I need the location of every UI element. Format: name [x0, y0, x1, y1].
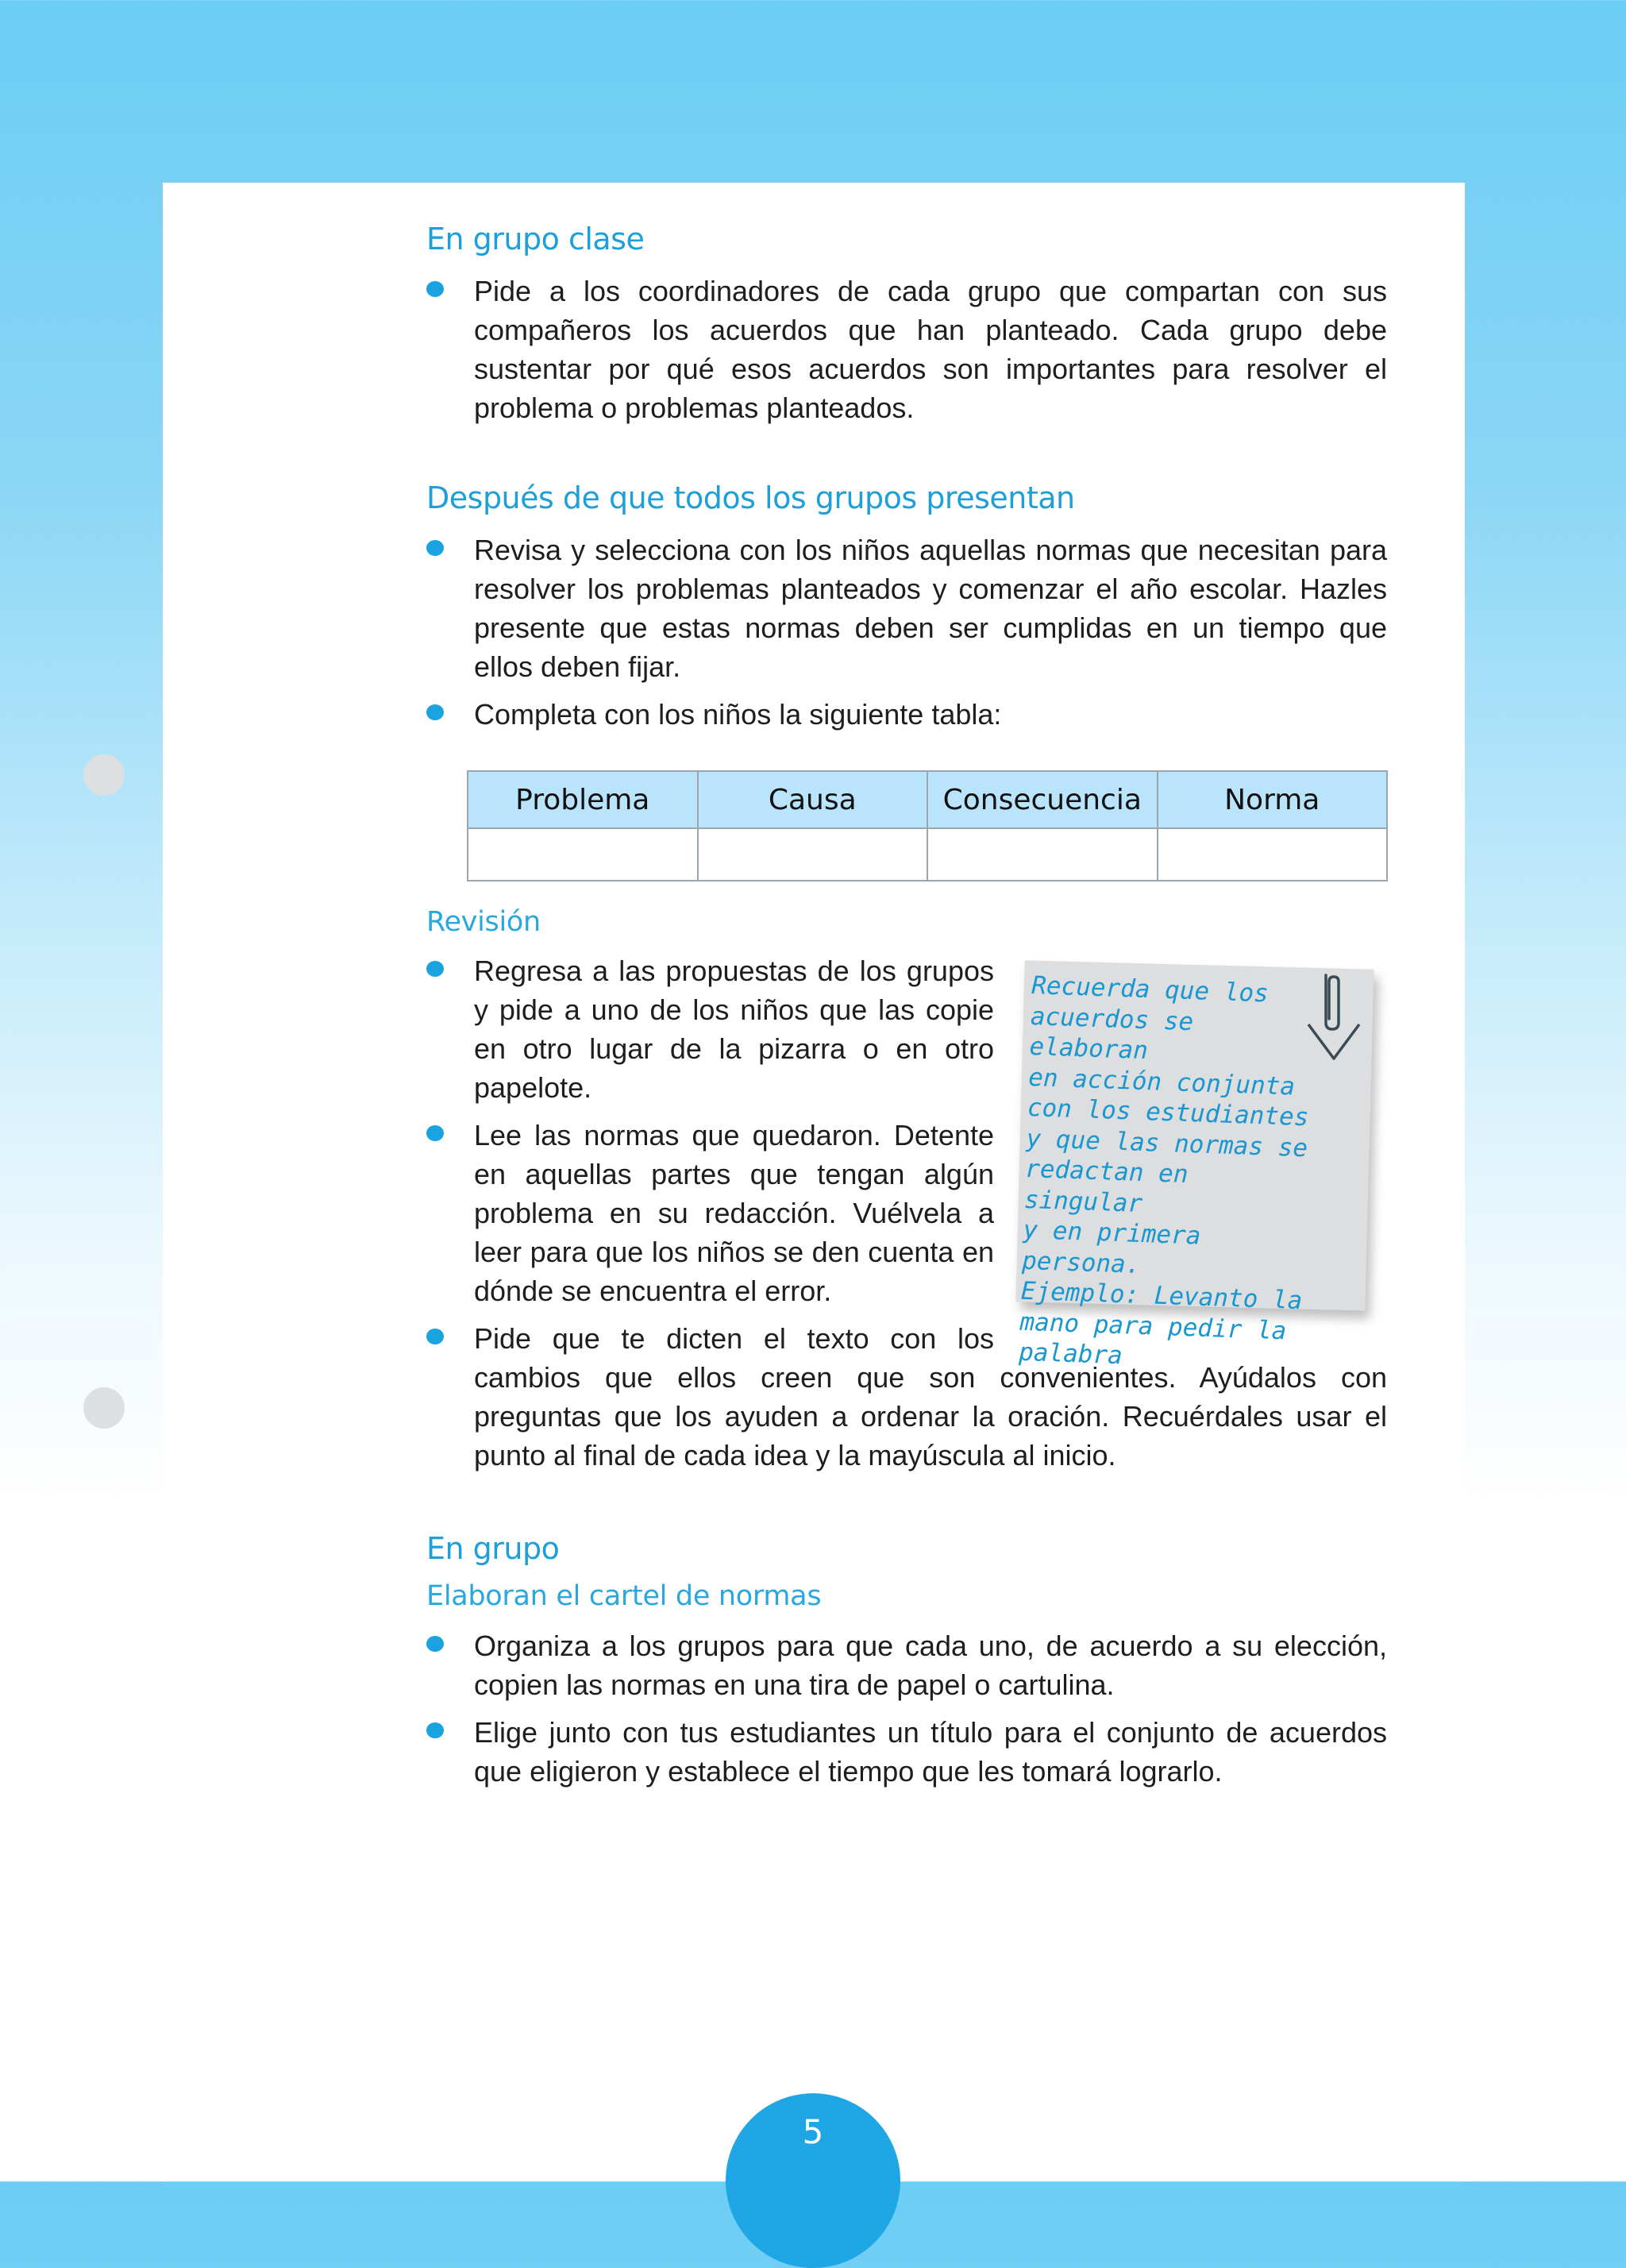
bullet-icon	[426, 704, 444, 720]
bullet-icon	[426, 1125, 444, 1141]
table-header-norma: Norma	[1158, 771, 1388, 828]
table-header-consecuencia: Consecuencia	[927, 771, 1158, 828]
table-cell[interactable]	[468, 828, 698, 881]
list-item-text: Organiza a los grupos para que cada uno, de acuerdo a su elección, copien las normas en una tira de papel o cartulina.	[474, 1630, 1387, 1701]
list-item-text: Pide a los coordinadores de cada grupo que compartan con sus compañeros los acuerdos que han planteado. Cada grupo debe sustentar por qué esos acuerdos son importantes para resolver el problema o problemas planteados.	[474, 275, 1387, 424]
bullet-icon	[426, 1329, 444, 1344]
section-subheading-cartel: Elaboran el cartel de normas	[426, 1580, 822, 1612]
binder-hole	[83, 1387, 125, 1429]
table-cell[interactable]	[1158, 828, 1388, 881]
list-item-text: Elige junto con tus estudiantes un título para el conjunto de acuerdos que eligieron y establece el tiempo que les tomará lograrlo.	[474, 1716, 1387, 1788]
norms-table	[467, 770, 1388, 881]
list-item-text: Revisa y selecciona con los niños aquellas normas que necesitan para resolver los problemas planteados y comenzar el año escolar. Hazles presente que estas normas deben ser cumplidas en un tiempo que ellos deben fijar.	[474, 534, 1387, 683]
table-header-problema: Problema	[468, 771, 698, 828]
section-heading-en-grupo: En grupo	[426, 1531, 560, 1566]
paperclip-icon	[1302, 967, 1366, 1070]
table-row	[468, 828, 1387, 881]
table-header-causa: Causa	[698, 771, 928, 828]
list-item-text: Completa con los niños la siguiente tabla:	[474, 698, 1002, 731]
bullet-icon	[426, 961, 444, 977]
list-item-text: cambios que ellos creen que son convenientes. Ayúdalos con preguntas que los ayuden a ordenar la oración. Recuérdales usar el punto al final de cada idea y la mayúscula al inicio.	[474, 1361, 1387, 1472]
section-heading-despues: Después de que todos los grupos presentan	[426, 480, 1075, 515]
section-heading-grupo-clase: En grupo clase	[426, 222, 645, 256]
page-number: 5	[802, 2112, 824, 2151]
table-cell[interactable]	[927, 828, 1158, 881]
reminder-note-text: Recuerda que los acuerdos se elaboran en acción conjunta con los estudiantes y que las normas se redactan en singular y en primera persona. Ejemplo: Levanto la mano para pedir la palabra	[1018, 970, 1309, 1371]
list-item-text: Pide que te dicten el texto con los	[474, 1322, 994, 1355]
table-cell[interactable]	[698, 828, 928, 881]
list-item-text: Lee las normas que quedaron. Detente en aquellas partes que tengan algún problema en su redacción. Vuélvela a leer para que los niños se den cuenta en dónde se encuentra el error.	[474, 1119, 994, 1307]
bullet-icon	[426, 281, 444, 297]
binder-hole	[83, 754, 125, 796]
table-header-row	[468, 771, 1387, 828]
list-item-text: Regresa a las propuestas de los grupos y pide a uno de los niños que las copie en otro lugar de la pizarra o en otro papelote.	[474, 955, 994, 1104]
bullet-icon	[426, 1636, 444, 1652]
section-heading-revision: Revisión	[426, 906, 541, 938]
bullet-icon	[426, 1722, 444, 1738]
bullet-icon	[426, 540, 444, 556]
